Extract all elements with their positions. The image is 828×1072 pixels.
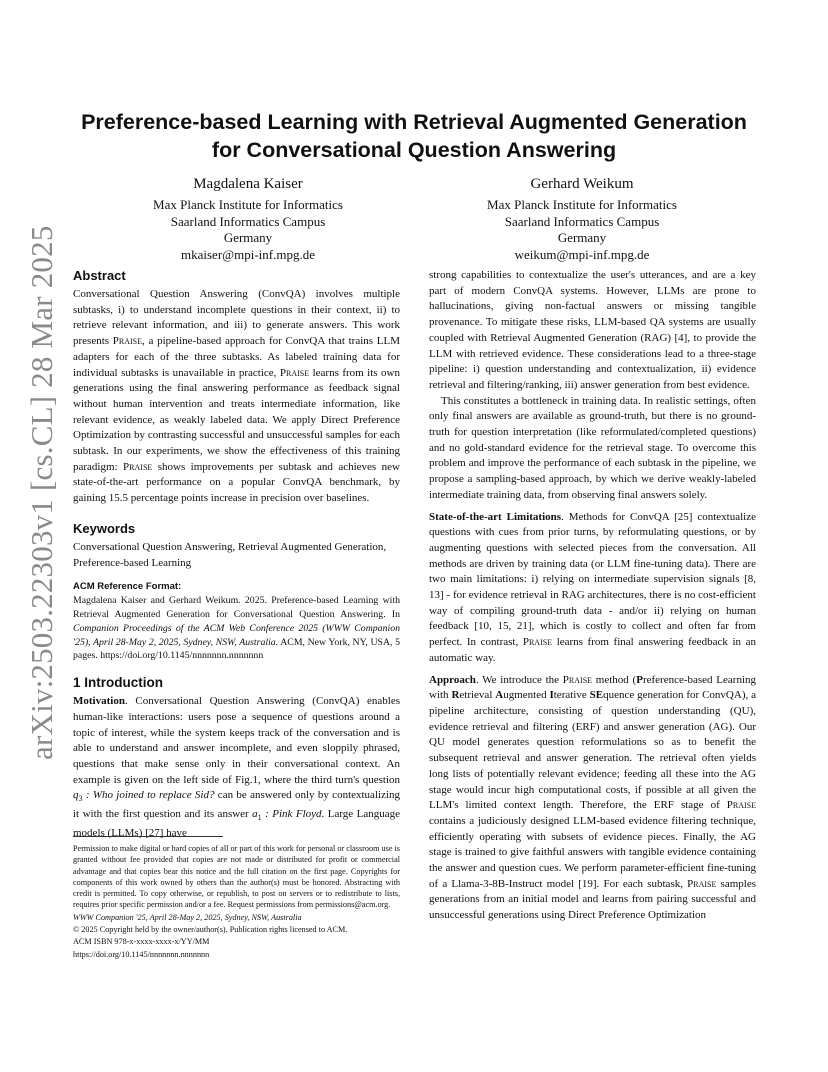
copyright-line: © 2025 Copyright held by the owner/author(s). Publication rights licensed to ACM. bbox=[73, 925, 348, 935]
method-name: Praise bbox=[687, 877, 717, 890]
sota-paragraph: State-of-the-art Limitations. Methods for ConvQA [25] contextualize questions with cues from prior turns, by reformulating questions, or by augmenting questions with selected pieces from the conversation. All methods are driven by training data (or LLM fine-tuning data). There are two main limitations: i) relying on intermediate supervision signals [8, 13] - for evidence retrieval in RAG architectures, there is no cost-efficient way of compiling ground-truth data - and/or ii) relying on human feedback [10, 15, 21], which is costly to collect and often far from perfect. In contrast, Praise learns from final answering feedback in an automatic way. bbox=[429, 510, 756, 664]
keywords-heading: Keywords bbox=[73, 520, 136, 536]
approach-label: Approach bbox=[429, 673, 476, 686]
method-name: Praise bbox=[123, 460, 153, 473]
abstract-heading: Abstract bbox=[73, 268, 126, 283]
method-name: Praise bbox=[279, 366, 310, 379]
method-name: Praise bbox=[522, 636, 553, 649]
author-block-2 bbox=[452, 174, 712, 263]
copyright-footnote bbox=[73, 836, 400, 961]
title-line-2: for Conversational Question Answering bbox=[211, 138, 617, 162]
author-affiliation: Max Planck Institute for Informatics bbox=[487, 197, 677, 212]
introduction-paragraph: Motivation. Conversational Question Answering (ConvQA) enables human-like interactions: users pose a sequence of questions around a topic of interest, while the system keeps track of the conversation and is able to understand and answer incomplete, and even sloppily phrased, questions that make sense only in their conversational context. An example is given on the left side of Fig.1, where the third turn's question $q_3$ : Who joined to replace Sid? can be answered only by contextualizing it with the first question and its answer $a_1$ : Pink Floyd. Large Language models (LLMs) [27] have bbox=[73, 695, 400, 840]
abstract-text: Conversational Question Answering (ConvQA) involves multiple subtasks, i) to understand incomplete questions in their context, ii) to retrieve relevant information, and iii) to generate answers. This work presents Praise, a pipeline-based approach for ConvQA that trains LLM adapters for each of the three subtasks. As labeled training data for individual subtasks is unavailable in practice, Praise learns from its own generations using the final answering performance as feedback signal without human intervention and treats intermediate information, like relevant evidence, as weakly labeled data. We apply Direct Preference Optimization by contrasting successful and unsuccessful samples for each subtask. In our experiments, we show the effectiveness of this training paradigm: Praise shows improvements per subtask and achieves new state-of-the-art performance on a popular ConvQA benchmark, by gaining 15.5 percentage points increase in precision over baselines. bbox=[73, 288, 401, 505]
keywords-text: Conversational Question Answering, Retrieval Augmented Generation, Preference-based Learning bbox=[73, 540, 387, 569]
author-email[interactable]: mkaiser@mpi-inf.mpg.de bbox=[181, 246, 315, 262]
approach-paragraph: Approach. We introduce the Praise method (Preference-based Learning with Retrieval Augmented Iterative SEquence generation for ConvQA), a pipeline architecture, consisting of question understanding (QU), evidence retrieval and filtering (ERF) and answer generation (AG). Our QU model generates question reformulations so as to benefit the subsequent retrieval and answer generation. The retrieval often yields long lists of potentially relevant evidence; feeding all these into the AG stage would incur high computational costs, if possible at all given the LLM's limited context length. Therefore, the ERF stage of Praise contains a judiciously designed LLM-based evidence filtering technique, efficiently operating with subsets of evidence pieces. Finally, the AG stage is trained to give faithful answers with tangible evidence containing the answer and question cues. We perform parameter-efficient fine-tuning of a Llama-3-8B-Instruct model [19]. For each subtask, Praise samples generations from an initial model and learns from pairing successful and unsuccessful generations using Direct Preference Optimization bbox=[429, 673, 756, 922]
motivation-label: Motivation bbox=[73, 695, 125, 708]
title-line-1: Preference-based Learning with Retrieval Augmented Generation bbox=[81, 110, 747, 134]
introduction-heading: 1 Introduction bbox=[73, 675, 163, 691]
sota-label: State-of-the-art Limitations bbox=[429, 510, 562, 523]
method-name: Praise bbox=[112, 335, 143, 348]
method-name: Praise bbox=[726, 799, 756, 812]
paper-title bbox=[60, 108, 768, 164]
doi-link[interactable]: https://doi.org/10.1145/nnnnnnn.nnnnnnn bbox=[73, 949, 210, 959]
author-name: Magdalena Kaiser bbox=[193, 176, 303, 192]
acm-reference-heading: ACM Reference Format: bbox=[73, 581, 182, 593]
author-email[interactable]: weikum@mpi-inf.mpg.de bbox=[514, 246, 650, 262]
permission-notice: Permission to make digital or hard copies of all or part of this work for personal or classroom use is granted without fee provided that copies are not made or distributed for profit or commercial advantage and that copies bear this notice and the full citation on the first page. Copyrights for components of this work owned by others than the author(s) must be honored. Abstracting with credit is permitted. To copy otherwise, or republish, to post on servers or to redistribute to lists, requires prior specific permission and/or a fee. Request permissions from permissions@acm.org. bbox=[73, 844, 400, 910]
author-block-1 bbox=[118, 174, 378, 263]
arxiv-identifier: arXiv:2503.22303v1 [cs.CL] 28 Mar 2025 bbox=[24, 225, 59, 760]
author-affiliation-campus: Saarland Informatics Campus bbox=[504, 213, 660, 229]
left-column bbox=[73, 268, 400, 842]
acm-reference-text: Magdalena Kaiser and Gerhard Weikum. 2025. Preference-based Learning with Retrieval Augmented Generation for Conversational Question Answering. In Companion Proceedings of the ACM Web Conference 2025 (WWW Companion '25), April 28-May 2, 2025, Sydney, NSW, Australia. ACM, New York, NY, USA, 5 pages. https://doi.org/10.1145/nnnnnnn.nnnnnnn bbox=[73, 595, 400, 662]
footnote-rule bbox=[73, 836, 223, 837]
venue-line: WWW Companion '25, April 28-May 2, 2025, Sydney, NSW, Australia bbox=[73, 912, 302, 922]
bottleneck-paragraph: This constitutes a bottleneck in training data. In realistic settings, often only final answers are available as ground-truth, but there is no ground-truth for question interpretation (like reformulated/completed questions) and no gold-standard evidence for the retrieval stage. To overcome this problem and improve the performance of each subtask in the pipeline, we propose a sampling-based approach, by which we derive weakly-labeled intermediate training data, from observing final answers solely. bbox=[429, 394, 756, 501]
method-name: Praise bbox=[562, 673, 593, 686]
right-column bbox=[429, 268, 756, 924]
author-affiliation-campus: Saarland Informatics Campus bbox=[170, 213, 326, 229]
author-affiliation: Max Planck Institute for Informatics bbox=[153, 197, 343, 212]
author-name: Gerhard Weikum bbox=[530, 176, 634, 192]
isbn-line: ACM ISBN 978-x-xxxx-xxxx-x/YY/MM bbox=[73, 937, 210, 947]
author-country: Germany bbox=[223, 230, 273, 245]
author-country: Germany bbox=[557, 230, 607, 245]
intro-paragraph-cont: strong capabilities to contextualize the user's utterances, and are a key part of modern ConvQA systems. However, LLMs are prone to hallucinations, giving non-factual answers or missing tangible provenance. To mitigate these risks, LLM-based QA systems are usually coupled with Retrieval Augmented Generation (RAG) [4], to provide the LLM with retrieved evidence. These considerations lead to a three-stage pipeline: i) question understanding and contextualization, ii) evidence retrieval and filtering/ranking, iii) answer generation from best evidence. bbox=[429, 269, 756, 391]
